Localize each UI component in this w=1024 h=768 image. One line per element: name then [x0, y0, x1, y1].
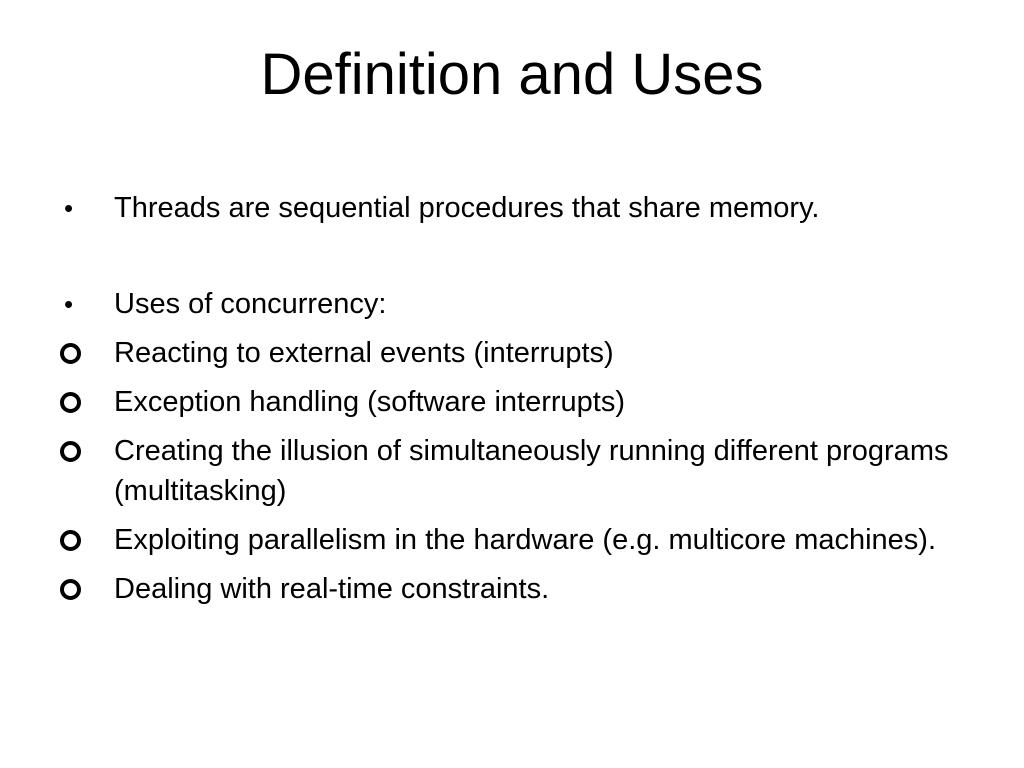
list-item-text: Reacting to external events (interrupts) [114, 337, 614, 369]
ring-bullet-icon [60, 569, 100, 609]
list-item [60, 569, 980, 609]
bullet-icon: • [64, 193, 74, 223]
bullet-list [60, 188, 980, 609]
ring-bullet-icon [60, 520, 100, 560]
list-item [60, 188, 980, 228]
list-item [60, 520, 980, 560]
list-item-text: Dealing with real-time constraints. [114, 573, 550, 605]
list-item [60, 284, 980, 324]
ring-bullet-icon [60, 382, 100, 422]
list-item-text: Creating the illusion of simultaneously running different programs (multitasking) [114, 435, 949, 507]
list-item [60, 333, 980, 373]
slide-title: Definition and Uses [260, 42, 764, 107]
list-item-text: Exploiting parallelism in the hardware (e.g. multicore machines). [114, 524, 937, 556]
ring-bullet-icon [60, 431, 100, 471]
list-item [60, 431, 980, 511]
list-item-text: Uses of concurrency: [114, 288, 387, 320]
list-item-text: Exception handling (software interrupts) [114, 386, 625, 418]
list-item-text: Threads are sequential procedures that share memory. [114, 192, 820, 224]
list-item [60, 382, 980, 422]
ring-bullet-icon [60, 333, 100, 373]
bullet-icon: • [64, 289, 74, 319]
